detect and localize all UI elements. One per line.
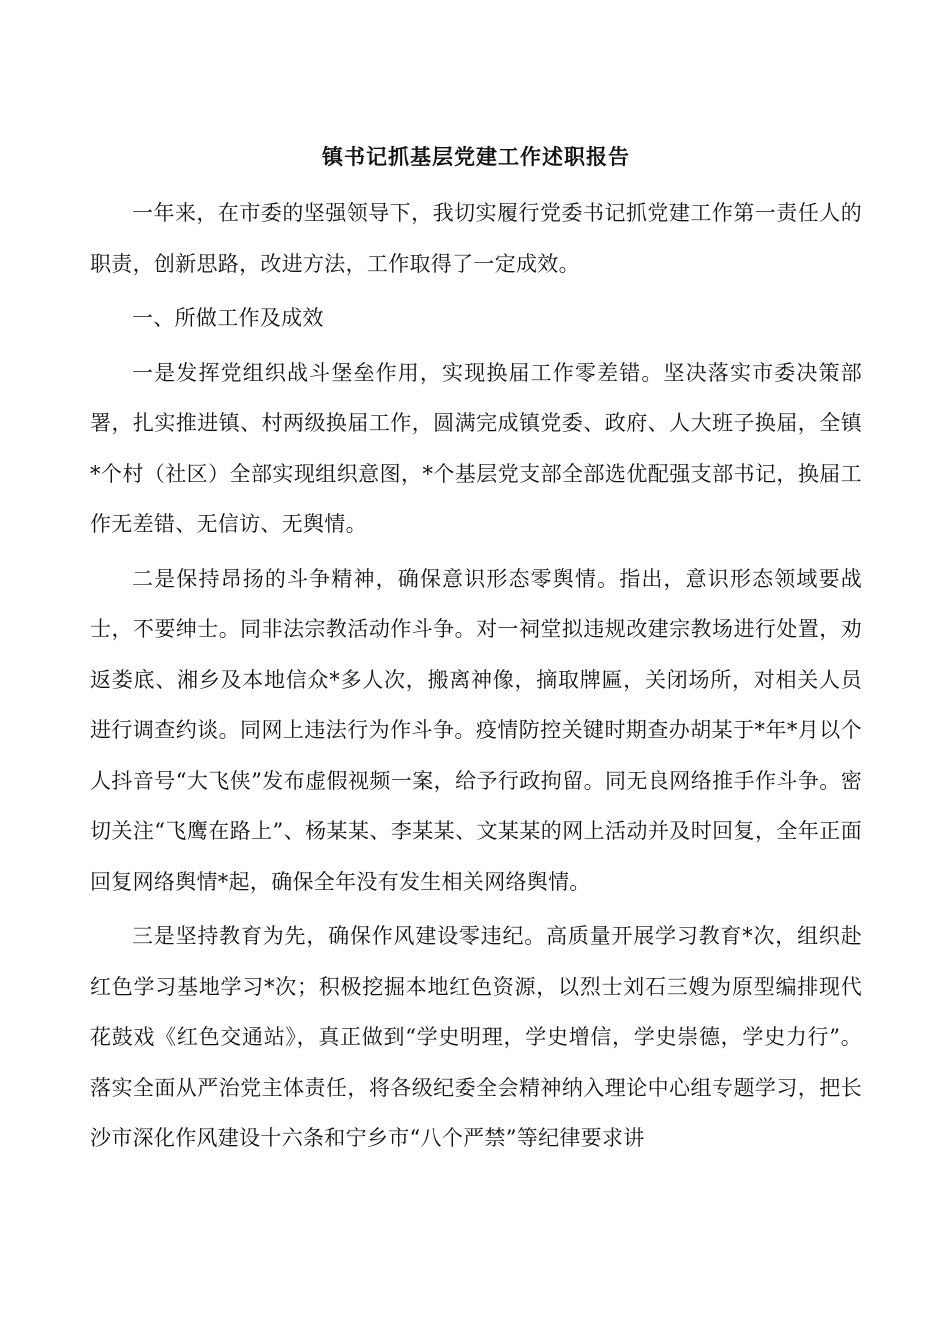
paragraph-intro: 一年来，在市委的坚强领导下，我切实履行党委书记抓党建工作第一责任人的职责，创新思路，改进方法，工作取得了一定成效。 bbox=[90, 201, 862, 276]
paragraph-point-three: 三是坚持教育为先，确保作风建设零违纪。高质量开展学习教育*次，组织赴红色学习基地学习*次；积极挖掘本地红色资源，以烈士刘石三嫂为原型编排现代花鼓戏《红色交通站》，真正做到“学史明理，学史增信，学史崇德，学史力行”。落实全面从严治党主体责任，将各级纪委全会精神纳入理论中心组专题学习，把长沙市深化作风建设十六条和宁乡市“八个严禁”等纪律要求讲 bbox=[90, 924, 862, 1150]
document-title: 镇书记抓基层党建工作述职报告 bbox=[322, 144, 630, 169]
paragraph-point-two: 二是保持昂扬的斗争精神，确保意识形态零舆情。指出，意识形态领域要战士，不要绅士。同非法宗教活动作斗争。对一祠堂拟违规改建宗教场进行处置，劝返娄底、湘乡及本地信众*多人次，搬离神像，摘取牌匾，关闭场所，对相关人员进行调查约谈。同网上违法行为作斗争。疫情防控关键时期查办胡某于*年*月以个人抖音号“大飞侠”发布虚假视频一案，给予行政拘留。同无良网络推手作斗争。密切关注“飞鹰在路上”、杨某某、李某某、文某某的网上活动并及时回复，全年正面回复网络舆情*起，确保全年没有发生相关网络舆情。 bbox=[90, 566, 862, 894]
document-body bbox=[90, 142, 862, 1168]
section-heading-achievements: 一、所做工作及成效 bbox=[132, 306, 324, 330]
paragraph-point-one: 一是发挥党组织战斗堡垒作用，实现换届工作零差错。坚决落实市委决策部署，扎实推进镇、村两级换届工作，圆满完成镇党委、政府、人大班子换届，全镇*个村（社区）全部实现组织意图，*个基层党支部全部选优配强支部书记，换届工作无差错、无信访、无舆情。 bbox=[90, 360, 862, 536]
